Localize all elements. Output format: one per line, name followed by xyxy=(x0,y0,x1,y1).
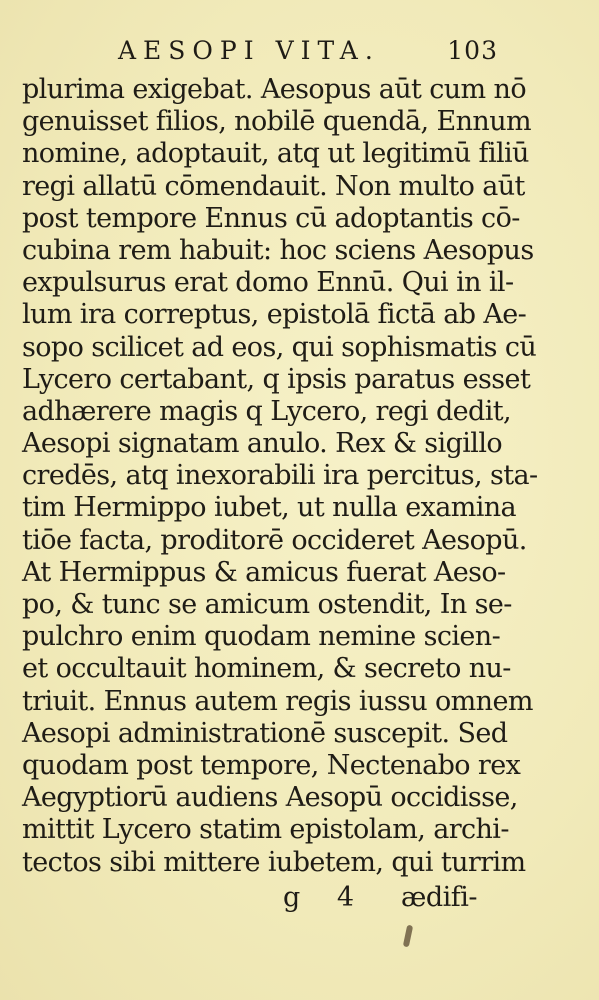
text-line: mittit Lycero statim epistolam, archi- xyxy=(22,814,509,846)
signature-mark: g 4 xyxy=(283,882,369,913)
text-line: Lycero certabant, q ipsis paratus esset xyxy=(22,363,531,395)
running-title: AESOPI VITA. xyxy=(118,36,380,65)
text-line: quodam post tempore, Nectenabo rex xyxy=(22,749,521,781)
body-text xyxy=(22,74,538,879)
ink-stain xyxy=(403,925,413,948)
text-line: regi allatū cōmendauit. Non multo aūt xyxy=(22,170,525,202)
text-line: Aegyptiorū audiens Aesopū occidisse, xyxy=(22,782,518,814)
text-line: et occultauit hominem, & secreto nu- xyxy=(22,653,511,685)
text-line: At Hermippus & amicus fuerat Aeso- xyxy=(22,556,506,588)
text-line: triuit. Ennus autem regis iussu omnem xyxy=(22,685,533,717)
page-footer xyxy=(283,882,483,914)
text-line: lum ira correptus, epistolā fictā ab Ae- xyxy=(22,299,527,331)
text-line: sopo scilicet ad eos, qui sophismatis cū xyxy=(22,331,537,363)
text-line: genuisset filios, nobilē quendā, Ennum xyxy=(22,106,532,138)
text-line: nomine, adoptauit, atq ut legitimū filiū xyxy=(22,138,529,170)
text-line: Aesopi signatam anulo. Rex & sigillo xyxy=(22,428,503,460)
text-line: expulsurus erat domo Ennū. Qui in il- xyxy=(22,267,514,299)
text-line: cubina rem habuit: hoc sciens Aesopus xyxy=(22,234,534,266)
text-line: adhærere magis q Lycero, regi dedit, xyxy=(22,395,511,427)
page-number: 103 xyxy=(447,36,498,65)
text-line: po, & tunc se amicum ostendit, In se- xyxy=(22,589,512,620)
text-line: post tempore Ennus cū adoptantis cō- xyxy=(22,202,520,234)
catchword: ædifi- xyxy=(401,882,478,913)
page-header xyxy=(118,36,498,66)
text-line: tim Hermippo iubet, ut nulla examina xyxy=(22,492,517,524)
text-line: plurima exigebat. Aesopus aūt cum nō xyxy=(22,74,526,105)
text-line: tiōe facta, proditorē occideret Aesopū. xyxy=(22,524,527,556)
text-line: tectos sibi mittere iubetem, qui turrim xyxy=(22,846,526,878)
text-line: credēs, atq inexorabili ira percitus, sta- xyxy=(22,460,538,492)
text-line: pulchro enim quodam nemine scien- xyxy=(22,621,501,653)
text-line: Aesopi administrationē suscepit. Sed xyxy=(22,717,508,749)
